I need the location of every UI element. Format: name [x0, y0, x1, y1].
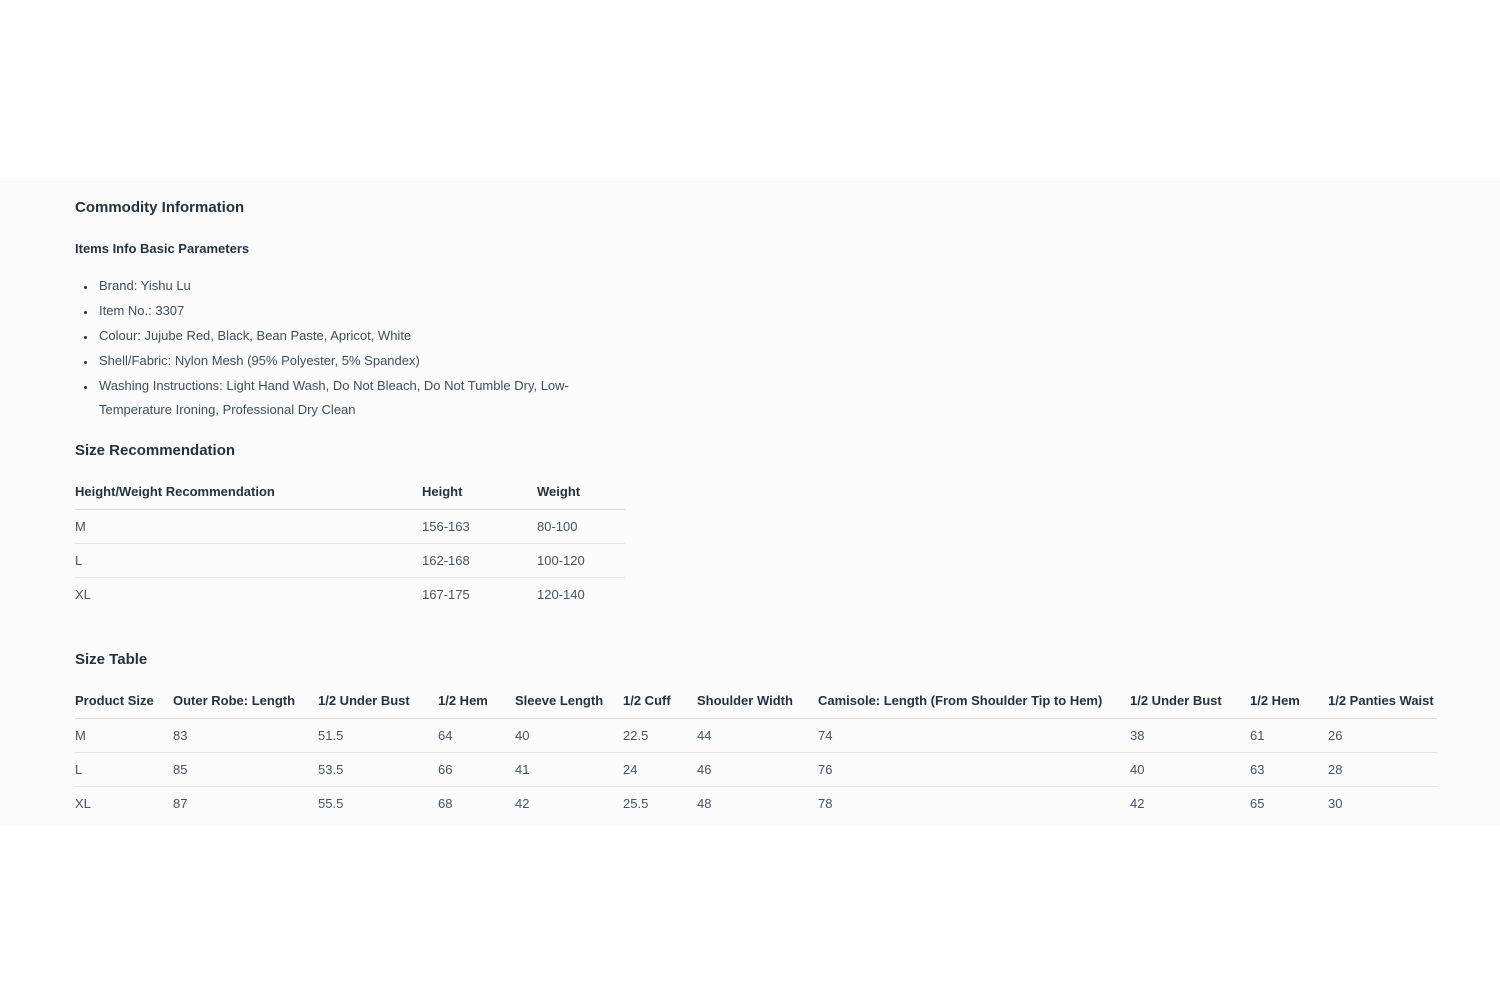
table-header-row [75, 484, 625, 510]
cell: 63 [1250, 753, 1328, 787]
cell: 120-140 [537, 587, 585, 602]
cell: 80-100 [537, 510, 625, 544]
cell: M [75, 719, 173, 753]
column-header: Camisole: Length (From Shoulder Tip to Hem) [818, 693, 1130, 719]
cell: 44 [697, 719, 818, 753]
size-table-heading: Size Table [75, 651, 148, 668]
column-header: Shoulder Width [697, 693, 818, 719]
cell: 46 [697, 753, 818, 787]
column-header: Outer Robe: Length [173, 693, 318, 719]
list-item: • Item No.: 3307 [96, 299, 630, 323]
table-row [75, 753, 1437, 787]
list-item: • Washing Instructions: Light Hand Wash, Do Not Bleach, Do Not Tumble Dry, Low-Temperature Ironing, Professional Dry Clean [96, 374, 630, 422]
basic-parameters-list [75, 274, 630, 422]
column-header: Product Size [75, 693, 173, 719]
column-header: 1/2 Panties Waist [1328, 693, 1437, 719]
size-recommendation-table [75, 484, 625, 611]
cell: 85 [173, 753, 318, 787]
column-header: 1/2 Under Bust [1130, 693, 1250, 719]
cell: 51.5 [318, 719, 438, 753]
cell: 24 [623, 753, 697, 787]
cell: 38 [1130, 719, 1250, 753]
cell: 162-168 [422, 544, 537, 578]
column-header: Height [422, 484, 537, 510]
cell: 83 [173, 719, 318, 753]
column-header: Weight [537, 484, 625, 510]
list-item: • Brand: Yishu Lu [96, 274, 630, 298]
size-table [75, 693, 1437, 820]
table-row [75, 787, 1437, 821]
cell: 68 [438, 796, 453, 811]
size-recommendation-heading: Size Recommendation [75, 442, 236, 459]
column-header: Height/Weight Recommendation [75, 484, 422, 510]
table-row [75, 510, 625, 544]
cell: 42 [515, 796, 530, 811]
column-header: 1/2 Hem [438, 693, 515, 719]
cell: 26 [1328, 719, 1437, 753]
table-row [75, 578, 625, 612]
cell: 53.5 [318, 753, 438, 787]
cell: 66 [438, 753, 515, 787]
cell: 65 [1250, 796, 1265, 811]
column-header: 1/2 Cuff [623, 693, 697, 719]
cell: 74 [818, 719, 1130, 753]
cell: 40 [1130, 753, 1250, 787]
basic-parameters-heading: Items Info Basic Parameters [75, 241, 250, 256]
list-item: • Shell/Fabric: Nylon Mesh (95% Polyester, 5% Spandex) [96, 349, 630, 373]
table-row [75, 544, 625, 578]
cell: 48 [697, 796, 712, 811]
column-header: 1/2 Under Bust [318, 693, 438, 719]
cell: L [75, 544, 422, 578]
cell: 25.5 [623, 796, 649, 811]
column-header: Sleeve Length [515, 693, 623, 719]
cell: M [75, 510, 422, 544]
cell: 87 [173, 796, 188, 811]
cell: 156-163 [422, 510, 537, 544]
cell: 78 [818, 796, 833, 811]
cell: 41 [515, 753, 623, 787]
cell: 55.5 [318, 796, 344, 811]
cell: 30 [1328, 796, 1343, 811]
cell: 28 [1328, 753, 1437, 787]
cell: XL [75, 796, 91, 811]
cell: 76 [818, 753, 1130, 787]
cell: L [75, 753, 173, 787]
cell: 22.5 [623, 719, 697, 753]
cell: XL [75, 587, 91, 602]
commodity-information-heading: Commodity Information [75, 199, 245, 216]
table-row [75, 719, 1437, 753]
cell: 61 [1250, 719, 1328, 753]
cell: 167-175 [422, 587, 470, 602]
commodity-info-section [0, 177, 1500, 826]
cell: 42 [1130, 796, 1145, 811]
cell: 40 [515, 719, 623, 753]
cell: 100-120 [537, 544, 625, 578]
table-header-row [75, 693, 1437, 719]
list-item: • Colour: Jujube Red, Black, Bean Paste, Apricot, White [96, 324, 630, 348]
cell: 64 [438, 719, 515, 753]
column-header: 1/2 Hem [1250, 693, 1328, 719]
